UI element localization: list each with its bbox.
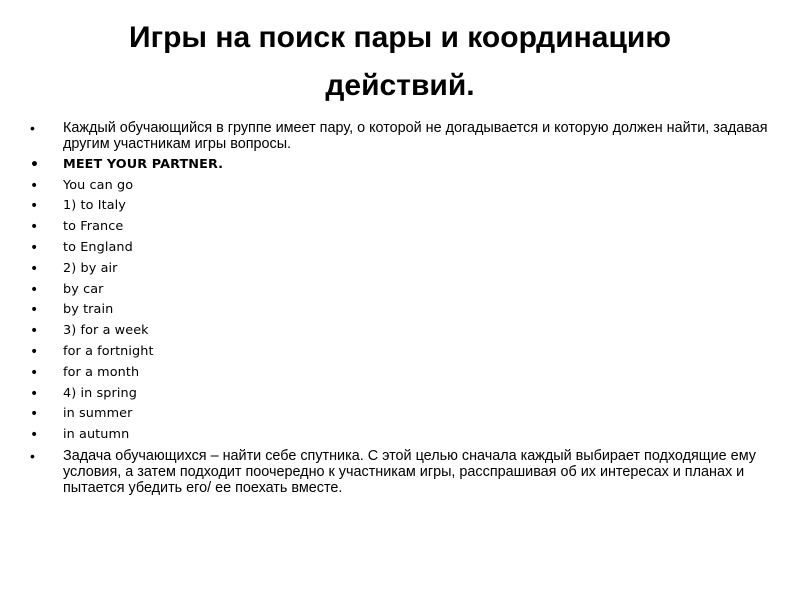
bullet-dot-icon: • xyxy=(30,302,39,319)
slide-title-line-1: Игры на поиск пары и координацию xyxy=(129,21,671,54)
bullet-text: 1) to Italy xyxy=(63,198,126,214)
bullet-item xyxy=(30,427,780,443)
bullet-item xyxy=(30,365,780,381)
bullet-item xyxy=(30,120,780,152)
bullet-item xyxy=(30,323,780,339)
bullet-text: to France xyxy=(63,219,124,235)
bullet-dot-icon: • xyxy=(30,385,39,402)
bullet-item xyxy=(30,406,780,422)
bullet-dot-icon: • xyxy=(30,343,39,360)
bullet-text: Задача обучающихся – найти себе спутника. С этой целью сначала каждый выбирает подходящие ему условия, а затем подходит поочередно к участникам игры, расспрашивая об их интересах и планах и пытается убедить его/ ее поехать вместе. xyxy=(63,447,756,496)
bullet-text: 2) by air xyxy=(63,260,118,276)
bullet-dot-icon: • xyxy=(30,427,39,444)
bullet-dot-icon: • xyxy=(30,120,35,136)
bullet-dot-icon: • xyxy=(30,364,39,381)
bullet-text: Каждый обучающийся в группе имеет пару, о которой не догадывается и которую должен найти, задавая другим участникам игры вопросы. xyxy=(63,120,768,152)
slide-title-line-2: действий. xyxy=(325,69,475,102)
bullet-item xyxy=(30,178,780,194)
bullet-dot-icon: • xyxy=(30,219,39,236)
bullet-item xyxy=(30,302,780,318)
bullet-dot-icon: • xyxy=(30,447,35,464)
bullet-text: in autumn xyxy=(63,427,130,443)
slide-title xyxy=(40,14,760,110)
bullet-text: 4) in spring xyxy=(63,385,137,401)
bullet-item xyxy=(30,198,780,214)
bullet-item xyxy=(30,282,780,298)
bullet-dot-icon: • xyxy=(30,406,39,423)
bullet-text: by car xyxy=(63,281,104,297)
bullet-item xyxy=(30,240,780,256)
bullet-dot-icon: • xyxy=(30,198,39,215)
bullet-dot-icon: • xyxy=(30,239,39,256)
bullet-text: 3) for a week xyxy=(63,323,149,339)
bullet-dot-icon: • xyxy=(30,156,40,173)
bullet-text: MEET YOUR PARTNER. xyxy=(63,156,224,172)
bullet-text: You can go xyxy=(63,177,134,193)
bullet-dot-icon: • xyxy=(30,281,39,298)
bullet-text: for a month xyxy=(63,364,140,380)
bullet-item xyxy=(30,219,780,235)
bullet-text: to England xyxy=(63,239,133,255)
bullet-list xyxy=(30,120,780,501)
bullet-dot-icon: • xyxy=(30,260,39,277)
bullet-item xyxy=(30,344,780,360)
bullet-item xyxy=(30,448,780,496)
bullet-text: by train xyxy=(63,302,114,318)
bullet-dot-icon: • xyxy=(30,323,39,340)
bullet-item xyxy=(30,157,780,173)
bullet-text: for a fortnight xyxy=(63,343,154,359)
bullet-item xyxy=(30,261,780,277)
bullet-item xyxy=(30,386,780,402)
bullet-dot-icon: • xyxy=(30,177,39,194)
bullet-text: in summer xyxy=(63,406,133,422)
